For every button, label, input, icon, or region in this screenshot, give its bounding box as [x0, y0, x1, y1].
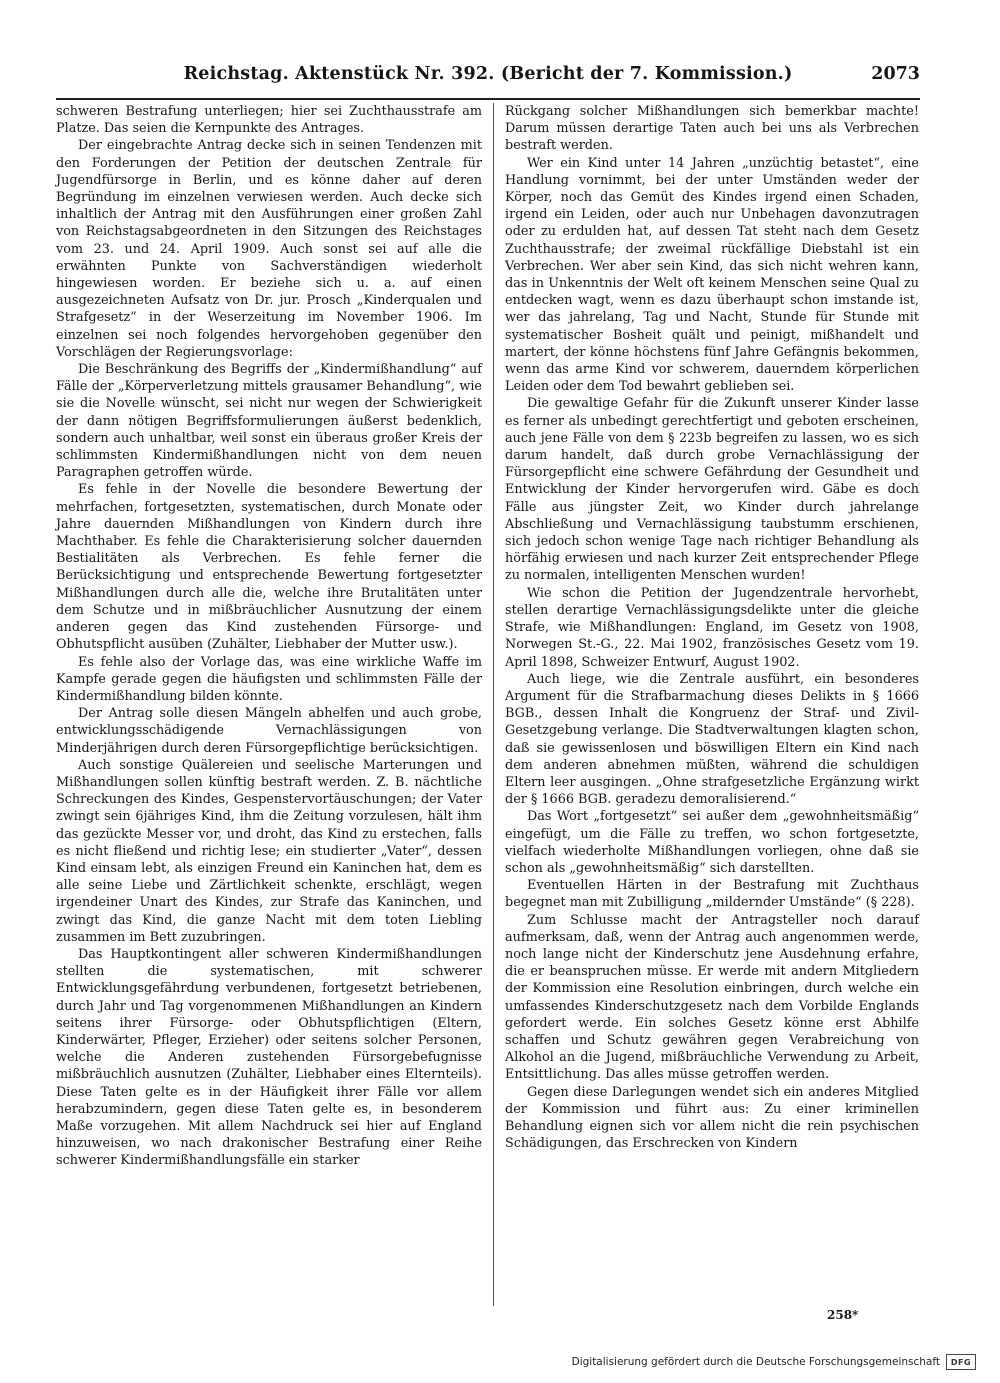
page-header — [56, 58, 920, 100]
paragraph: Eventuellen Härten in der Bestrafung mit Zuchthaus begegnet man mit Zubilligung „mildernder Umstände“ (§ 228). — [505, 878, 919, 911]
left-column — [56, 103, 482, 1170]
signature-mark: 258* — [827, 1308, 859, 1322]
credit-text: Digitalisierung gefördert durch die Deutsche Forschungsgemeinschaft — [571, 1356, 940, 1368]
paragraph: Der eingebrachte Antrag decke sich in seinen Tendenzen mit den Forderungen der Petition der deutschen Zentrale für Jugendfürsorge in Berlin, und es könne daher auf deren Begründung im einzelnen verwiesen werden. Auch decke sich inhaltlich der Antrag mit den Ausführungen einer großen Zahl von Reichstagsabgeordneten in den Sitzungen des Reichstages vom 23. und 24. April 1909. Auch sonst sei auf alle die erwähnten Punkte von Sachverständigen wiederholt hingewiesen worden. Er beziehe sich u. a. auf einen ausgezeichneten Aufsatz von Dr. jur. Prosch „Kinderqualen und Strafgesetz“ in der Weserzeitung im November 1906. Im einzelnen sei noch folgendes hervorgehoben gegenüber den Vorschlägen der Regierungsvorlage: — [56, 138, 482, 360]
column-divider — [493, 103, 494, 1306]
paragraph: Wie schon die Petition der Jugendzentrale hervorhebt, stellen derartige Vernachlässigungsdelikte unter die gleiche Strafe, wie Mißhandlungen: England, im Gesetz von 1908, Norwegen St.-G., 22. Mai 1902, französisches Gesetz vom 19. April 1898, Schweizer Entwurf, August 1902. — [505, 585, 919, 670]
digitization-credit — [572, 1353, 976, 1371]
paragraph: Gegen diese Darlegungen wendet sich ein anderes Mitglied der Kommission und führt aus: Zu einer kriminellen Behandlung eignen sich vor allem nicht die rein psychischen Schädigungen, das Erschrecken von Kindern — [505, 1084, 919, 1152]
paragraph: Der Antrag solle diesen Mängeln abhelfen und auch grobe, entwicklungsschädigende Vernachlässigungen von Minderjährigen durch deren Fürsorgepflichtige berücksichtigen. — [56, 706, 482, 756]
paragraph: Auch liege, wie die Zentrale ausführt, ein besonderes Argument für die Strafbarmachung dieses Delikts in § 1666 BGB., dessen Inhalt die Kongruenz der Straf- und Zivil-Gesetzgebung verlange. Die Stadtverwaltungen klagten schon, daß sie gewissenlosen und böswilligen Eltern ein Kind nach dem anderen abnehmen müßten, während die schuldigen Eltern leer ausgingen. „Ohne strafgesetzliche Ergänzung wirkt der § 1666 BGB. geradezu demoralisierend.“ — [505, 671, 919, 808]
header-title: Reichstag. Aktenstück Nr. 392. (Bericht der 7. Kommission.) — [183, 64, 793, 84]
paragraph: Wer ein Kind unter 14 Jahren „unzüchtig betastet“, eine Handlung vornimmt, bei der unter Umständen weder der Körper, noch das Gemüt des Kindes irgend einen Schaden, irgend ein Leiden, oder auch nur Unbehagen davonzutragen oder zu erdulden hat, auf dessen Tat steht nach dem Gesetz Zuchthausstrafe; der zweimal rückfällige Diebstahl ist ein Verbrechen. Wer aber sein Kind, das sich nicht wehren kann, das in Unkenntnis der Welt oft keinem Menschen seine Qual zu entdecken wagt, wenn es dazu überhaupt schon imstande ist, wer das jahrelang, Tag und Nacht, Stunde für Stunde mit systematischer Bosheit quält und peinigt, mißhandelt und martert, der könne höchstens fünf Jahre Gefängnis bekommen, wenn das arme Kind vor schwerem, dauerndem körperlichen Leiden oder dem Tod bewahrt geblieben sei. — [505, 155, 919, 395]
paragraph: Die Beschränkung des Begriffs der „Kindermißhandlung“ auf Fälle der „Körperverletzung mittels grausamer Behandlung“, wie sie die Novelle wünscht, sei nicht nur wegen der Schwierigkeit der dann nötigen Begriffsformulierungen äußerst bedenklich, sondern auch unhaltbar, weil sonst ein überaus großer Kreis der schlimmsten Kindermißhandlungen nicht von dem neuen Paragraphen getroffen würde. — [56, 362, 482, 481]
paragraph: Zum Schlusse macht der Antragsteller noch darauf aufmerksam, daß, wenn der Antrag auch angenommen werde, noch lange nicht der Kinderschutz jene Ausdehnung erfahre, die er beanspruchen müsse. Er werde mit andern Mitgliedern der Kommission eine Resolution einbringen, durch welche ein umfassendes Kinderschutzgesetz nach dem Vorbilde Englands gefordert werde. Ein solches Gesetz könne erst Abhilfe schaffen und Schutz gewähren gegen Verabreichung von Alkohol an die Jugend, mißbräuchliche Verwendung zu Arbeit, Entsittlichung. Das alles müsse getroffen werden. — [505, 912, 919, 1083]
dfg-logo-icon: DFG — [946, 1354, 976, 1370]
paragraph: Auch sonstige Quälereien und seelische Marterungen und Mißhandlungen sollen künftig bestraft werden. Z. B. nächtliche Schreckungen des Kindes, Gespenstervortäuschungen; der Vater zwingt sein 6jähriges Kind, ihm die Zeitung vorzulesen, hält ihm das gezückte Messer vor, und droht, das Kind zu erstechen, falls es nicht fließend und richtig lese; ein studierter „Vater“, dessen Kind einsam lebt, als einzigen Freund ein Kaninchen hat, dem es alle seine Liebe und Zärtlichkeit schenkte, erschlägt, wegen irgendeiner Unart des Kindes, zur Strafe das Kaninchen, und zwingt das Kind, die ganze Nacht mit dem toten Liebling zusammen im Bett zuzubringen. — [56, 757, 482, 945]
paragraph: Das Hauptkontingent aller schweren Kindermißhandlungen stellten die systematischen, mit schwerer Entwicklungsgefährdung verbundenen, fortgesetzt betriebenen, durch Jahr und Tag vorgenommenen Mißhandlungen an Kindern seitens ihrer Fürsorge- oder Obhutspflichtigen (Eltern, Kinderwärter, Pfleger, Erzieher) oder seitens solcher Personen, welche die Anderen zustehenden Fürsorgebefugnisse mißbräuchlich ausnutzen (Zuhälter, Liebhaber eines Elternteils). Diese Taten gelte es in der Häufigkeit ihrer Fälle vor allem herabzumindern, gegen diese Taten gelte es, in besonderem Maße vorzugehen. Mit allem Nachdruck sei hier auf England hinzuweisen, wo nach drakonischer Bestrafung einer Reihe schwerer Kindermißhandlungsfälle ein starker — [56, 946, 482, 1169]
paragraph: Die gewaltige Gefahr für die Zukunft unserer Kinder lasse es ferner als unbedingt gerechtfertigt und geboten erscheinen, auch jene Fälle von dem § 223b begreifen zu lassen, wo es sich darum handelt, daß durch grobe Vernachlässigung der Fürsorgepflicht eine schwere Gefährdung der Gesundheit und Entwicklung der Kinder hervorgerufen wird. Gäbe es doch Fälle aus jüngster Zeit, wo Kinder durch jahrelange Abschließung und Vernachlässigung taubstumm erschienen, sich jedoch schon wenige Tage nach richtiger Behandlung als hörfähig erwiesen und nach kurzer Zeit entsprechender Pflege zu normalen, intelligenten Menschen wurden! — [505, 396, 919, 584]
paragraph: Es fehle also der Vorlage das, was eine wirkliche Waffe im Kampfe gerade gegen die häufigsten und schlimmsten Fälle der Kindermißhandlung bilden könnte. — [56, 654, 482, 704]
paragraph: Rückgang solcher Mißhandlungen sich bemerkbar machte! Darum müssen derartige Taten auch bei uns als Verbrechen bestraft werden. — [505, 104, 919, 154]
paragraph: schweren Bestrafung unterliegen; hier sei Zuchthausstrafe am Platze. Das seien die Kernpunkte des Antrages. — [56, 104, 482, 137]
page-number: 2073 — [871, 64, 920, 84]
paragraph: Das Wort „fortgesetzt“ sei außer dem „gewohnheitsmäßig“ eingefügt, um die Fälle zu treffen, wo schon fortgesetzte, vielfach wiederholte Mißhandlungen vorliegen, ohne daß sie schon als „gewohnheitsmäßig“ sich darstellten. — [505, 809, 919, 876]
paragraph: Es fehle in der Novelle die besondere Bewertung der mehrfachen, fortgesetzten, systematischen, durch Monate oder Jahre dauernden Mißhandlungen von Kindern durch ihre Machthaber. Es fehle die Charakterisierung solcher dauernden Bestialitäten als Verbrechen. Es fehle ferner die Berücksichtigung und entsprechende Bewertung fortgesetzter Mißhandlungen durch alle die, welche ihre Brutalitäten unter dem Schutze und in mißbräuchlicher Ausnutzung der einem anderen gegen das Kind zustehenden Fürsorge- und Obhutspflicht ausüben (Zuhälter, Liebhaber der Mutter usw.). — [56, 482, 482, 653]
right-column — [505, 103, 919, 1152]
